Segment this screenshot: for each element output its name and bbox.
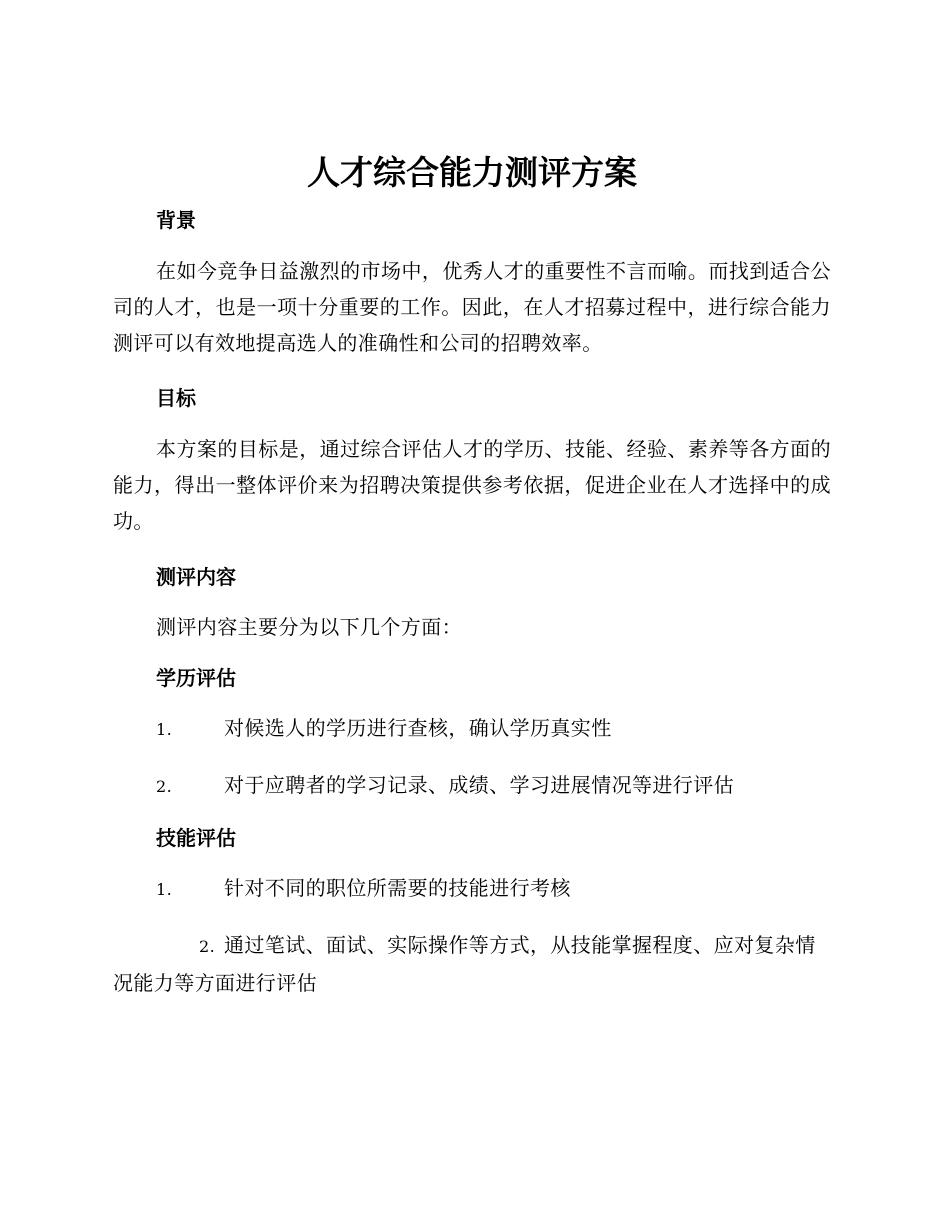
list-item-number: 1. — [156, 720, 173, 739]
section-heading-background: 背景 — [156, 208, 196, 232]
section-heading-goal: 目标 — [156, 386, 196, 410]
document-title: 人才综合能力测评方案 — [307, 153, 637, 192]
section-text-content: 测评内容主要分为以下几个方面： — [156, 615, 462, 639]
list-item — [113, 710, 831, 748]
list-item-text: 对候选人的学历进行查核，确认学历真实性 — [224, 716, 612, 740]
list-item-number: 2. — [156, 777, 173, 796]
section-heading-skills: 技能评估 — [156, 826, 236, 850]
list-item-text: 对于应聘者的学习记录、成绩、学习进展情况等进行评估 — [224, 773, 734, 797]
section-heading-content: 测评内容 — [156, 565, 236, 589]
list-item — [113, 927, 831, 1001]
list-item-text: 针对不同的职位所需要的技能进行考核 — [224, 876, 571, 900]
list-item — [113, 870, 831, 908]
section-heading-education: 学历评估 — [156, 666, 236, 690]
section-text-background: 在如今竞争日益激烈的市场中，优秀人才的重要性不言而喻。而找到适合公司的人才，也是一项十分重要的工作。因此，在人才招募过程中，进行综合能力测评可以有效地提高选人的准确性和公司的招聘效率。 — [113, 259, 831, 355]
list-item-text: 通过笔试、面试、实际操作等方式，从技能掌握程度、应对复杂情况能力等方面进行评估 — [113, 933, 816, 995]
list-item-number: 1. — [156, 880, 173, 899]
list-item — [113, 767, 831, 805]
document-page — [113, 148, 831, 1001]
section-text-goal: 本方案的目标是，通过综合评估人才的学历、技能、经验、素养等各方面的能力，得出一整体评价来为招聘决策提供参考依据，促进企业在人才选择中的成功。 — [113, 437, 831, 533]
list-item-number: 2. — [199, 937, 216, 956]
